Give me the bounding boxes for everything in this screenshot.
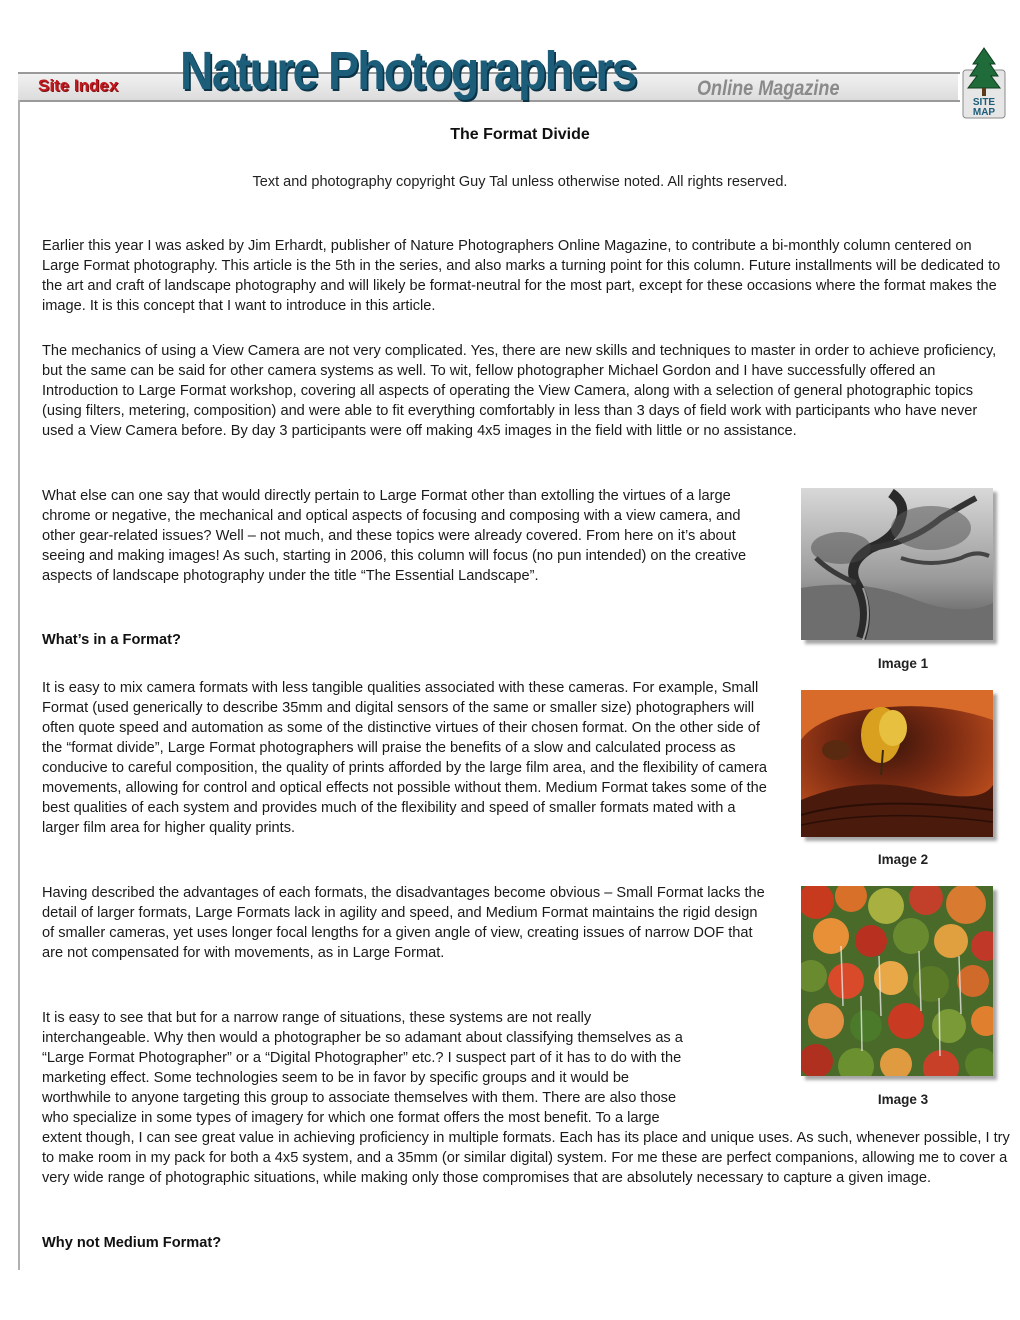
heading-why-not-medium-format: Why not Medium Format? xyxy=(42,1235,222,1251)
text-line: interchangeable. Why then would a photographer be so adamant about classifying themselves as a xyxy=(42,1030,683,1046)
figure-image-1[interactable] xyxy=(801,488,993,640)
caption-image-1: Image 1 xyxy=(877,656,929,671)
magazine-logo-subtitle: Online Magazine xyxy=(697,77,840,100)
paragraph-formats: It is easy to mix camera formats with less tangible qualities associated with these cameras. For example, Small Format (used generically to describe 35mm and digital sensors of the same or smaller size) photographers will often quote speed and automation as some of the distinctive virtues of their chosen format. On the other side of the “format divide”, Large Format photographers will praise the benefits of a slow and calculated process as conducive to careful composition, the quality of prints afforded by the large film area, and the flexibility of camera movements, allowing for control and optical effects not possible without them. Medium Format takes some of the best qualities of each system and provides much of the flexibility and speed of smaller formats mated with a larger film area for higher quality prints. xyxy=(42,680,767,836)
caption-image-3: Image 3 xyxy=(877,1092,929,1107)
sitemap-label[interactable] xyxy=(964,98,1004,118)
paragraph-what-else: What else can one say that would directly pertain to Large Format other than extolling the virtues of a large chrome or negative, the mechanical and optical aspects of focusing and composing with a view camera, and other gear-related issues? Well – not much, and these topics were already covered. From here on it’s about seeing and making images! As such, starting in 2006, this column will focus (no pun intended) on the creative aspects of landscape photography under the title “The Essential Landscape”. xyxy=(42,488,747,584)
copyright-notice: Text and photography copyright Guy Tal unless otherwise noted. All rights reserved. xyxy=(252,174,788,190)
text-line: marketing effect. Some technologies seem to be in favor by specific groups and it would be xyxy=(42,1070,630,1086)
paragraph-mechanics: The mechanics of using a View Camera are not very complicated. Yes, there are new skills and techniques to master in order to achieve proficiency, but the same can be said for other camera systems as well. To wit, fellow photographer Michael Gordon and I have successfully offered an Introduction to Large Format workshop, covering all aspects of operating the View Camera, along with a selection of general photographic topics (using filters, metering, composition) and were able to fit everything comfortably in less than 3 days of field work with participants who have never used a View Camera before. By day 3 participants were off making 4x5 images in the field with little or no assistance. xyxy=(42,343,997,439)
text-line: who specialize in some types of imagery for which one format offers the most benefit. To a large xyxy=(42,1110,660,1126)
site-header xyxy=(0,0,1020,125)
sitemap-label-map: MAP xyxy=(972,107,996,118)
text-line: worthwhile to anyone targeting this group to associate themselves with them. There are also those xyxy=(42,1090,677,1106)
site-index-link[interactable]: Site Index xyxy=(38,76,119,95)
text-line: extent though, I can see great value in achieving proficiency in multiple formats. Each has its place and unique uses. As such, whenever possible, I try to make room in my pack for both a 4x5 system, and a 35mm (or similar digital) system. For me these are perfect companions, allowing me to cover a very wide range of photographic situations, while making only those compromises that are absolutely necessary to capture a given image. xyxy=(42,1130,1010,1186)
figure-image-2[interactable] xyxy=(801,690,993,837)
text-line: It is easy to see that but for a narrow range of situations, these systems are not really xyxy=(42,1010,592,1026)
text-line: “Large Format Photographer” or a “Digital Photographer” etc.? I suspect part of it has to do with the xyxy=(42,1050,682,1066)
paragraph-disadvantages: Having described the advantages of each formats, the disadvantages become obvious – Small Format lacks the detail of larger formats, Large Formats lack in agility and speed, and Medium Format maintains the rigid design of smaller cameras, yet uses longer focal lengths for a given angle of view, creating issues of narrow DOF that are not compensated for with movements, as in Large Format. xyxy=(42,885,765,961)
caption-image-2: Image 2 xyxy=(877,852,929,867)
left-border-rule xyxy=(18,100,20,1270)
heading-whats-in-a-format: What’s in a Format? xyxy=(42,632,181,648)
paragraph-intro: Earlier this year I was asked by Jim Erhardt, publisher of Nature Photographers Online Magazine, to contribute a bi-monthly column centered on Large Format photography. This article is the 5th in the series, and also marks a turning point for this column. Future installments will be dedicated to the art and craft of landscape photography and will likely be format-neutral for the most part, except for these occasions where the format makes the image. It is this concept that I want to introduce in this article. xyxy=(42,238,1001,314)
article-title: The Format Divide xyxy=(450,126,590,143)
sitemap-label-site: SITE xyxy=(972,97,996,108)
magazine-logo-title[interactable]: Nature Photographers xyxy=(180,41,636,101)
figure-image-3[interactable] xyxy=(801,886,993,1076)
